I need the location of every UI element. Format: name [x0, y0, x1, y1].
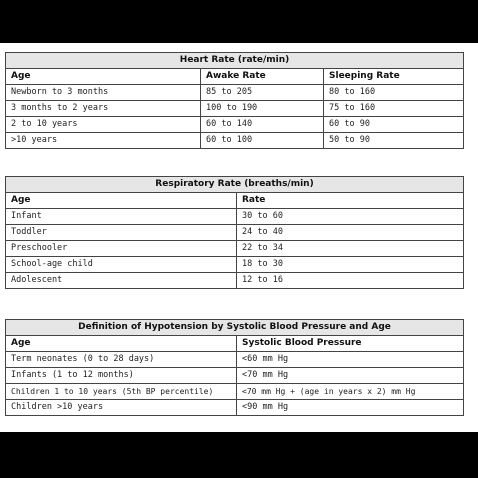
table-cell: 50 to 90: [324, 133, 464, 149]
column-header: Sleeping Rate: [324, 69, 464, 85]
table-cell: 60 to 100: [201, 133, 324, 149]
hypotension-table: [5, 319, 464, 416]
table-title-row: [6, 320, 464, 336]
table-cell: 60 to 90: [324, 117, 464, 133]
table-row: [6, 225, 464, 241]
column-header: Age: [6, 336, 237, 352]
table-cell: <70 mm Hg + (age in years x 2) mm Hg: [237, 384, 464, 400]
column-header: Systolic Blood Pressure: [237, 336, 464, 352]
table-row: [6, 209, 464, 225]
table-row: [6, 85, 464, 101]
column-header: Awake Rate: [201, 69, 324, 85]
table-cell: <90 mm Hg: [237, 400, 464, 416]
table-cell: <70 mm Hg: [237, 368, 464, 384]
table-cell: Toddler: [6, 225, 237, 241]
table-cell: School-age child: [6, 257, 237, 273]
table-cell: Infant: [6, 209, 237, 225]
table-row: [6, 352, 464, 368]
table-row: [6, 241, 464, 257]
table-cell: Children >10 years: [6, 400, 237, 416]
table-cell: Infants (1 to 12 months): [6, 368, 237, 384]
column-header: Age: [6, 69, 201, 85]
table-header-row: [6, 69, 464, 85]
table-cell: 100 to 190: [201, 101, 324, 117]
table-title-row: [6, 53, 464, 69]
table-cell: 12 to 16: [237, 273, 464, 289]
table-cell: <60 mm Hg: [237, 352, 464, 368]
table-row: [6, 117, 464, 133]
table-row: [6, 400, 464, 416]
table-cell: 24 to 40: [237, 225, 464, 241]
heart-rate-table: [5, 52, 464, 149]
column-header: Rate: [237, 193, 464, 209]
table-cell: 75 to 160: [324, 101, 464, 117]
table-cell: Term neonates (0 to 28 days): [6, 352, 237, 368]
table-cell: Children 1 to 10 years (5th BP percentile): [6, 384, 237, 400]
table-cell: 60 to 140: [201, 117, 324, 133]
table-cell: 2 to 10 years: [6, 117, 201, 133]
hypotension-title: Definition of Hypotension by Systolic Blood Pressure and Age: [6, 320, 464, 336]
table-row: [6, 368, 464, 384]
table-cell: 85 to 205: [201, 85, 324, 101]
heart-rate-title: Heart Rate (rate/min): [6, 53, 464, 69]
table-row: [6, 133, 464, 149]
table-cell: 3 months to 2 years: [6, 101, 201, 117]
table-cell: >10 years: [6, 133, 201, 149]
table-row: [6, 257, 464, 273]
table-row: [6, 273, 464, 289]
table-cell: Adolescent: [6, 273, 237, 289]
table-header-row: [6, 336, 464, 352]
table-cell: 30 to 60: [237, 209, 464, 225]
table-cell: 80 to 160: [324, 85, 464, 101]
table-row: [6, 384, 464, 400]
table-header-row: [6, 193, 464, 209]
table-cell: 18 to 30: [237, 257, 464, 273]
table-title-row: [6, 177, 464, 193]
respiratory-rate-table: [5, 176, 464, 289]
table-cell: 22 to 34: [237, 241, 464, 257]
table-row: [6, 101, 464, 117]
table-cell: Preschooler: [6, 241, 237, 257]
column-header: Age: [6, 193, 237, 209]
table-cell: Newborn to 3 months: [6, 85, 201, 101]
respiratory-rate-title: Respiratory Rate (breaths/min): [6, 177, 464, 193]
document-page: [0, 43, 478, 432]
